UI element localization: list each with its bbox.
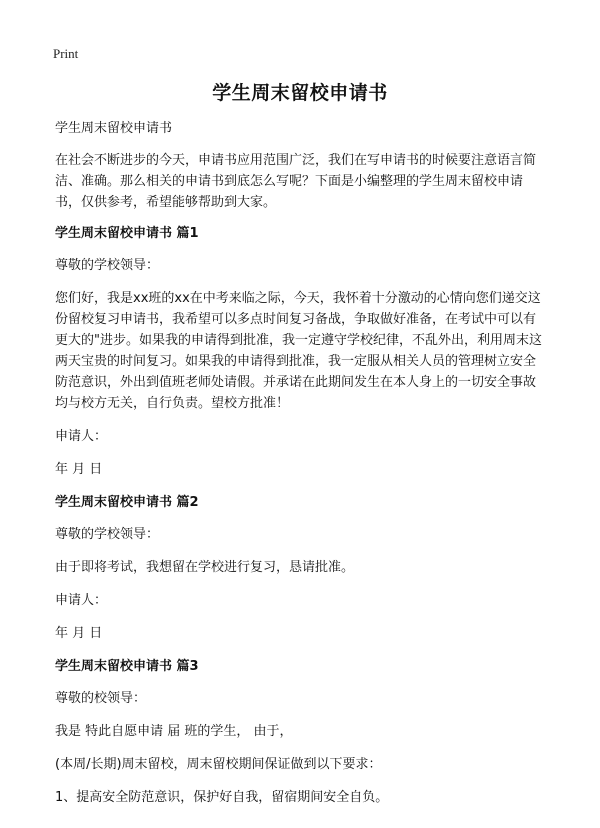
- intro-paragraph: 在社会不断进步的今天，申请书应用范围广泛，我们在写申请书的时候要注意语言简洁、准确。那么相关的申请书到底怎么写呢？下面是小编整理的学生周末留校申请书，仅供参考，希望能够帮助到大家。: [55, 153, 537, 210]
- date-1: 年 月 日: [55, 462, 103, 477]
- document-title: 学生周末留校申请书: [212, 82, 388, 104]
- salutation-3: 尊敬的校领导：: [55, 691, 147, 706]
- print-label: Print: [53, 46, 79, 61]
- applicant-1: 申请人：: [55, 429, 108, 444]
- section-heading-1: 学生周末留校申请书 篇1: [55, 226, 199, 241]
- document-subtitle: 学生周末留校申请书: [55, 121, 173, 136]
- section-line-3c: 1、提高安全防范意识，保护好自我，留宿期间安全自负。: [55, 790, 389, 805]
- section-line-3a: 我是 特此自愿申请 届 班的学生， 由于，: [55, 724, 293, 739]
- section-line-3b: (本周/长期)周末留校，周末留校期间保证做到以下要求：: [55, 757, 382, 772]
- section-body-2: 由于即将考试，我想留在学校进行复习，恳请批准。: [55, 560, 355, 575]
- salutation-2: 尊敬的学校领导：: [55, 527, 160, 542]
- section-heading-3: 学生周末留校申请书 篇3: [55, 659, 199, 674]
- applicant-2: 申请人：: [55, 593, 108, 608]
- date-2: 年 月 日: [55, 626, 103, 641]
- document-body: [55, 118, 548, 820]
- section-body-1: 您们好，我是xx班的xx在中考来临之际，今天，我怀着十分激动的心情向您们递交这份留校复习申请书，我希望可以多点时间复习备战，争取做好准备，在考试中可以有更大的"进步。如果我的申请得到批准，我一定遵守学校纪律，不乱外出，利用周末这两天宝贵的时间复习。如果我的申请得到批准，我一定服从相关人员的管理树立安全防范意识，外出到值班老师处请假。并承诺在此期间发生在本人身上的一切安全事故均与校方无关，自行负责。望校方批准！: [55, 291, 542, 411]
- section-heading-2: 学生周末留校申请书 篇2: [55, 495, 199, 510]
- salutation-1: 尊敬的学校领导：: [55, 258, 160, 273]
